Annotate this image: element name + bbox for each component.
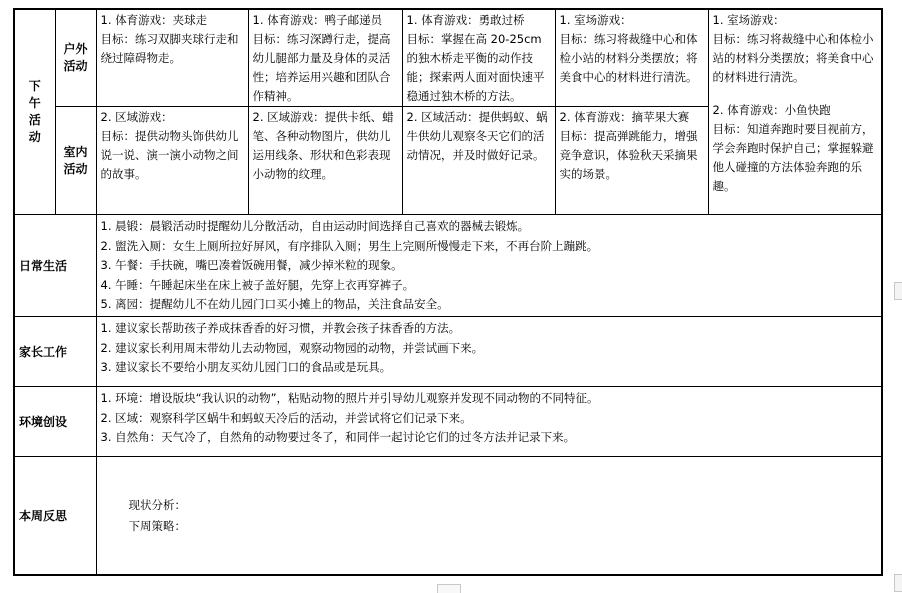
environment-item: 1. 环境：增设版块“我认识的动物”，粘贴动物的照片并引导幼儿观察并发现不同动物的不同特征。 — [100, 391, 599, 405]
daily-life-header: 日常生活 — [14, 215, 96, 317]
indoor-cell-2: 2. 区域游戏：提供卡纸、蜡笔、各种动物图片，供幼儿运用线条、形状和色彩表现小动物的纹理。 — [248, 107, 402, 215]
weekly-plan-table — [13, 8, 883, 576]
environment-row — [14, 387, 882, 457]
weekly-plan-page — [13, 8, 881, 576]
parent-work-row — [14, 317, 882, 387]
afternoon-outdoor-row — [14, 9, 882, 107]
outdoor-cell-4: 1. 室场游戏： 目标：练习将裁缝中心和体检小站的材料分类摆放；将美食中心的材料进行清洗。 — [555, 9, 708, 107]
daily-life-item: 3. 午餐：手扶碗，嘴巴凑着饭碗用餐，减少掉米粒的现象。 — [100, 258, 403, 272]
reflection-row — [14, 457, 882, 575]
indoor-cell-4: 2. 体育游戏：摘苹果大赛 目标：提高弹跳能力，增强竞争意识，体验秋天采摘果实的场景。 — [555, 107, 708, 215]
parent-work-item: 3. 建议家长不要给小朋友买幼儿园门口的食品或是玩具。 — [100, 360, 392, 374]
outdoor-cell-2: 1. 体育游戏：鸭子邮递员 目标：练习深蹲行走，提高幼儿腿部力量及身体的灵活性；培养运用兴趣和团队合作精神。 — [248, 9, 402, 107]
daily-life-item: 1. 晨锻：晨锻活动时提醒幼儿分散活动，自由运动时间选择自己喜欢的器械去锻炼。 — [100, 219, 530, 233]
afternoon-activity-header: 下 午 活 动 — [14, 9, 55, 215]
outdoor-cell-3: 1. 体育游戏：勇敢过桥 目标：掌握在高 20-25cm 的独木桥走平衡的动作技能；探索两人面对面快速平稳通过独木桥的方法。 — [402, 9, 555, 107]
daily-life-row — [14, 215, 882, 317]
status-analysis-label: 现状分析： — [128, 498, 186, 512]
daily-life-item: 5. 离园：提醒幼儿不在幼儿园门口买小摊上的物品，关注食品安全。 — [100, 297, 449, 311]
environment-item: 2. 区域：观察科学区蜗牛和蚂蚁天冷后的活动，并尝试将它们记录下来。 — [100, 410, 472, 425]
right-margin-marker[interactable] — [894, 574, 902, 592]
daily-life-item: 2. 盥洗入厕：女生上厕所拉好屏风，有序排队入厕；男生上完厕所慢慢走下来，不再台阶上蹦跳。 — [100, 238, 599, 253]
environment-content — [96, 387, 882, 457]
right-margin-marker[interactable] — [894, 282, 902, 300]
environment-header: 环境创设 — [14, 387, 96, 457]
daily-life-item: 4. 午睡：午睡起床坐在床上被子盖好腿，先穿上衣再穿裤子。 — [100, 277, 415, 292]
parent-work-content — [96, 317, 882, 387]
reflection-content — [96, 457, 882, 575]
next-week-strategy-label: 下周策略： — [128, 519, 186, 533]
daily-life-content — [96, 215, 882, 317]
environment-item: 3. 自然角：天气冷了，自然角的动物要过冬了，和同伴一起讨论它们的过冬方法并记录下来。 — [100, 430, 576, 444]
indoor-activity-header: 室内 活动 — [55, 107, 96, 215]
parent-work-item: 1. 建议家长帮助孩子养成抹香香的好习惯，并教会孩子抹香香的方法。 — [100, 321, 461, 335]
indoor-cell-3: 2. 区域活动：提供蚂蚁、蜗牛供幼儿观察冬天它们的活动情况，并及时做好记录。 — [402, 107, 555, 215]
page-boundary-marker — [437, 584, 461, 593]
indoor-cell-1: 2. 区域游戏： 目标：提供动物头饰供幼儿说一说、演一演小动物之间的故事。 — [96, 107, 248, 215]
reflection-header: 本周反思 — [14, 457, 96, 575]
afternoon-cell-5: 1. 室场游戏： 目标：练习将裁缝中心和体检小站的材料分类摆放；将美食中心的材料进行清洗。 2. 体育游戏：小鱼快跑 目标：知道奔跑时要目视前方，学会奔跑时保护自己；掌握躲避他人碰撞的方法体验奔跑的乐趣。 — [708, 9, 882, 215]
outdoor-cell-1: 1. 体育游戏：夹球走 目标：练习双脚夹球行走和绕过障碍物走。 — [96, 9, 248, 107]
parent-work-header: 家长工作 — [14, 317, 96, 387]
parent-work-item: 2. 建议家长利用周末带幼儿去动物园，观察动物园的动物，并尝试画下来。 — [100, 340, 484, 355]
outdoor-activity-header: 户外 活动 — [55, 9, 96, 107]
